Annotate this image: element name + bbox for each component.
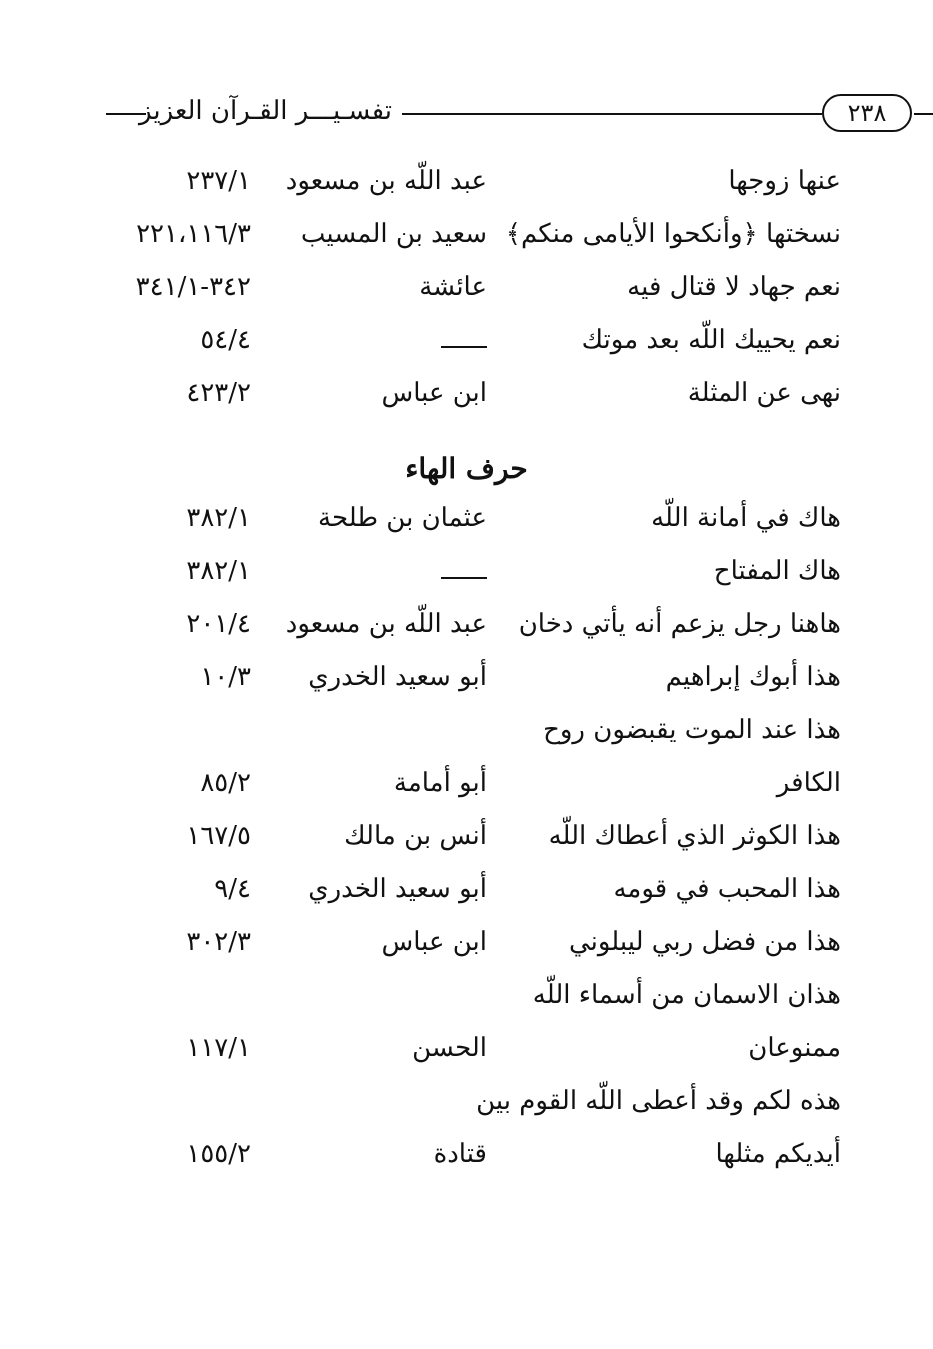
entry-narrator: عثمان بن طلحة (318, 503, 487, 533)
entry-text: الكافر (776, 768, 841, 798)
no-narrator-dash (441, 577, 487, 579)
entry-reference: ٨٥/٢ (200, 768, 251, 798)
entry-text: نهى عن المثلة (687, 378, 841, 408)
entry-narrator: أبو أمامة (393, 768, 487, 798)
entry-reference: ١١٧/١ (186, 1033, 251, 1063)
entry-reference: ٢٠١/٤ (186, 609, 251, 639)
no-narrator-dash (441, 346, 487, 348)
entry-narrator: ابن عباس (381, 378, 487, 408)
running-title: تفسـيـــر القـرآن العزيز (139, 96, 392, 126)
entry-narrator: ابن عباس (381, 927, 487, 957)
entry-narrator: قتادة (433, 1139, 487, 1169)
entry-text: هذه لكم وقد أعطى اللّه القوم بين (476, 1086, 841, 1116)
entry-text: هذا المحبب في قومه (613, 874, 841, 904)
entry-text: هذا الكوثر الذي أعطاك اللّه (548, 821, 841, 851)
entry-reference: ٣٨٢/١ (186, 556, 251, 586)
entry-text: هذان الاسمان من أسماء اللّه (532, 980, 841, 1010)
entry-text: نعم يحييك اللّه بعد موتك (581, 325, 841, 355)
entry-reference: ٣٨٢/١ (186, 503, 251, 533)
entry-narrator: أبو سعيد الخدري (308, 662, 487, 692)
entry-text: هاك في أمانة اللّه (651, 503, 841, 533)
page-number: ٢٣٨ (822, 94, 912, 132)
entry-text: أيديكم مثلها (715, 1139, 841, 1169)
entry-text: ممنوعان (748, 1033, 841, 1063)
entry-reference: ٩/٤ (214, 874, 251, 904)
entry-reference: ٤٢٣/٢ (186, 378, 251, 408)
entry-reference: ٥٤/٤ (200, 325, 251, 355)
entry-text: هاك المفتاح (713, 556, 841, 586)
entry-reference: ١٦٧/٥ (186, 821, 251, 851)
entry-narrator: عبد اللّه بن مسعود (285, 609, 487, 639)
section-heading: حرف الهاء (405, 452, 528, 485)
entry-text: هذا من فضل ربي ليبلوني (568, 927, 841, 957)
entry-text: عنها زوجها (728, 166, 841, 196)
entry-narrator: سعيد بن المسيب (300, 219, 487, 249)
entry-reference: ١٠/٣ (200, 662, 251, 692)
entry-reference: ١٥٥/٢ (186, 1139, 251, 1169)
entry-narrator: الحسن (412, 1033, 487, 1063)
entry-reference: ٢٢١،١١٦/٣ (136, 219, 251, 249)
entry-text: هاهنا رجل يزعم أنه يأتي دخان (518, 609, 841, 639)
entry-reference: ٣٤٢-٣٤١/١ (135, 272, 251, 302)
entry-narrator: أبو سعيد الخدري (308, 874, 487, 904)
entry-narrator: أنس بن مالك (344, 821, 487, 851)
entry-text: هذا عند الموت يقبضون روح (543, 715, 841, 745)
entry-narrator: عبد اللّه بن مسعود (285, 166, 487, 196)
entry-reference: ٣٠٢/٣ (186, 927, 251, 957)
entry-text: نعم جهاد لا قتال فيه (627, 272, 841, 302)
entry-reference: ٢٣٧/١ (186, 166, 251, 196)
entry-text: هذا أبوك إبراهيم (665, 662, 841, 692)
entry-text: نسختها ﴿وأنكحوا الأيامى منكم﴾ (505, 219, 841, 249)
entry-narrator: عائشة (419, 272, 487, 302)
